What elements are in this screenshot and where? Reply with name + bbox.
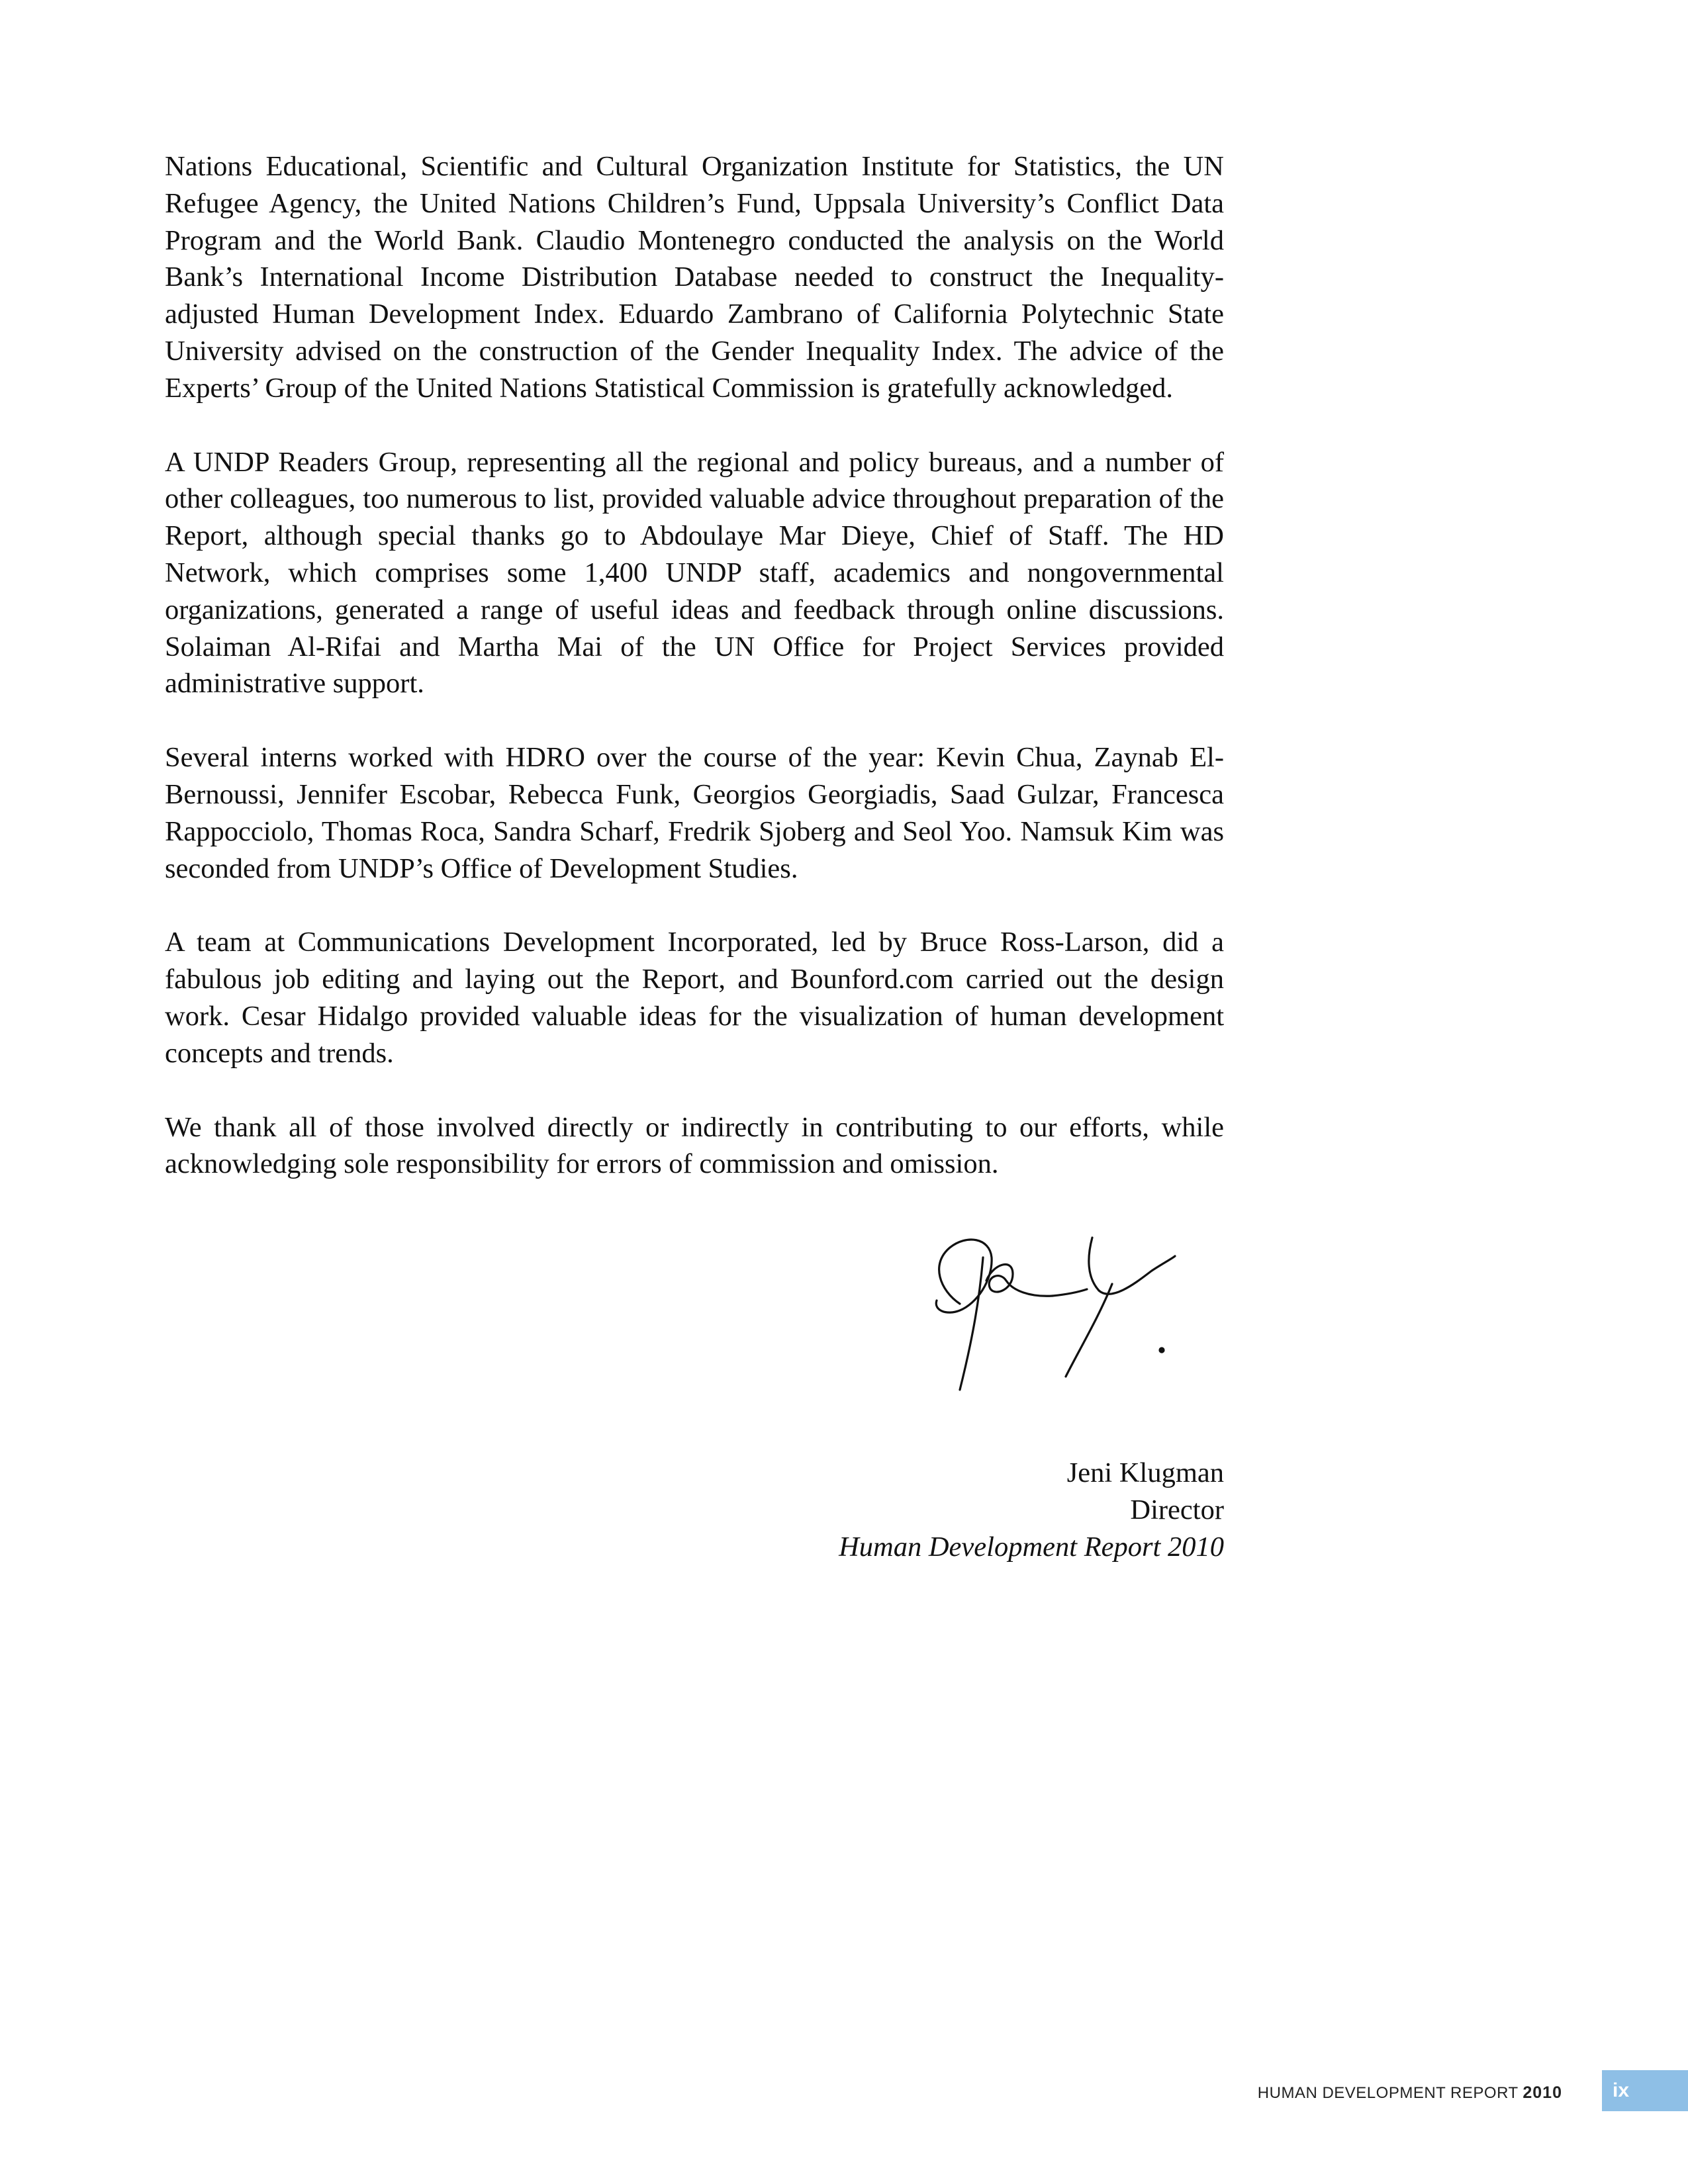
page-number: ix (1613, 2079, 1630, 2101)
signatory-name: Jeni Klugman (1066, 1457, 1224, 1488)
paragraph-readers-group: A UNDP Readers Group, representing all the regional and policy bureaus, and a number of other colleagues, too numerous to list, provided valuable advice throughout preparation of the Report, although special thanks go to Abdoulaye Mar Dieye, Chief of Staff. The HD Network, which comprises some 1,400 UNDP staff, academics and nongovernmental organizations, generated a range of useful ideas and feedback through online discussions. Solaiman Al-Rifai and Martha Mai of the UN Office for Project Services provided administrative support. (165, 446, 1224, 700)
page-number-tab (1602, 2070, 1688, 2111)
signatory-report-title: Human Development Report 2010 (839, 1531, 1224, 1563)
paragraph-interns: Several interns worked with HDRO over the course of the year: Kevin Chua, Zaynab El-Bernoussi, Jennifer Escobar, Rebecca Funk, Georgios Georgiadis, Saad Gulzar, Francesca Rappocciolo, Thomas Roca, Sandra Scharf, Fredrik Sjoberg and Seol Yoo. Namsuk Kim was seconded from UNDP’s Office of Development Studies. (165, 742, 1224, 884)
footer-report-year: 2010 (1523, 2083, 1562, 2102)
paragraph-closing-thanks: We thank all of those involved directly or indirectly in contributing to our efforts, while acknowledging sole responsibility for errors of commission and omission. (165, 1111, 1224, 1180)
paragraph-data-sources: Nations Educational, Scientific and Cultural Organization Institute for Statistics, the UN Refugee Agency, the United Nations Children’s Fund, Uppsala University’s Conflict Data Program and the World Bank. Claudio Montenegro conducted the analysis on the World Bank’s International Income Distribution Database needed to construct the Inequality-adjusted Human Development Index. Eduardo Zambrano of California Polytechnic State University advised on the construction of the Gender Inequality Index. The advice of the Experts’ Group of the United Nations Statistical Commission is gratefully acknowledged. (165, 151, 1224, 404)
running-footer (1225, 2083, 1562, 2103)
signatory-role: Director (1130, 1494, 1224, 1525)
footer-report-label: HUMAN DEVELOPMENT REPORT (1257, 2084, 1519, 2102)
paragraph-design-team: A team at Communications Development Incorporated, led by Bruce Ross-Larson, did a fabulous job editing and laying out the Report, and Bounford.com carried out the design work. Cesar Hidalgo provided valuable ideas for the visualization of human development concepts and trends. (165, 927, 1224, 1069)
body-text (165, 148, 1224, 1220)
signature-block (728, 1455, 1224, 1565)
handwritten-signature (914, 1218, 1231, 1416)
